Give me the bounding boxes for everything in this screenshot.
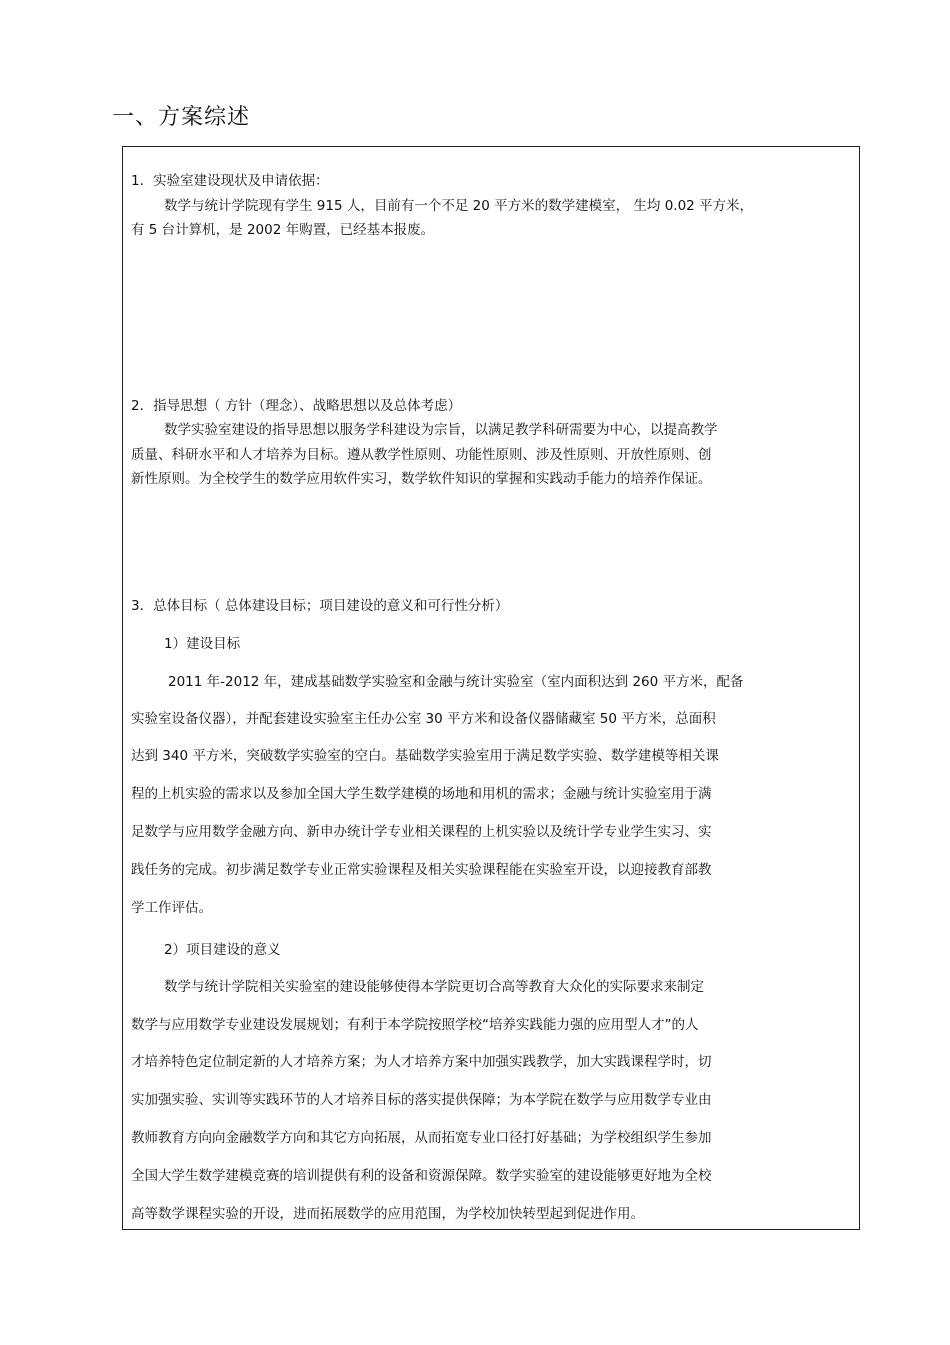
section-3-sub2-line: 全国大学生数学建模竞赛的培训提供有利的设备和资源保障。数学实验室的建设能够更好地为全校 — [131, 1168, 712, 1184]
section-3-sub1-line: 程的上机实验的需求以及参加全国大学生数学建模的场地和用机的需求；金融与统计实验室用于满 — [131, 786, 712, 802]
section-3-sub2-line: 教师教育方向向金融数学方向和其它方向拓展，从而拓宽专业口径打好基础；为学校组织学生参加 — [131, 1130, 712, 1146]
section-3-sub1-line: 足数学与应用数学金融方向、新申办统计学专业相关课程的上机实验以及统计学专业学生实习、实 — [131, 824, 712, 840]
section-1-line: 有 5 台计算机，是 2002 年购置，已经基本报废。 — [131, 222, 435, 238]
section-2-line: 数学实验室建设的指导思想以服务学科建设为宗旨，以满足教学科研需要为中心，以提高教学 — [164, 422, 718, 438]
section-3-sub2-line: 实加强实验、实训等实践环节的人才培养目标的落实提供保障；为本学院在数学与应用数学专业由 — [131, 1092, 712, 1108]
section-2-line: 新性原则。为全校学生的数学应用软件实习，数学软件知识的掌握和实践动手能力的培养作保证。 — [131, 471, 712, 487]
section-3-sub1-line: 实验室设备仪器），并配套建设实验室主任办公室 30 平方米和设备仪器储藏室 50 平方米，总面积 — [131, 711, 716, 727]
section-3-sub1-line: 2011 年-2012 年，建成基础数学实验室和金融与统计实验室（室内面积达到 260 平方米，配备 — [168, 674, 744, 690]
section-3-sub2-line: 才培养特色定位制定新的人才培养方案；为人才培养方案中加强实践教学，加大实践课程学时，切 — [131, 1054, 712, 1070]
section-3-sub2-line: 数学与应用数学专业建设发展规划；有利于本学院按照学校“培养实践能力强的应用型人才”的人 — [131, 1017, 699, 1033]
section-1-title: 1．实验室建设现状及申请依据： — [131, 173, 329, 189]
section-3-sub2-line: 数学与统计学院相关实验室的建设能够使得本学院更切合高等教育大众化的实际要求来制定 — [164, 979, 704, 995]
section-3-sub1-heading: 1）建设目标 — [164, 636, 241, 652]
section-3-sub2-heading: 2）项目建设的意义 — [164, 942, 281, 958]
section-3-sub1-line: 践任务的完成。初步满足数学专业正常实验课程及相关实验课程能在实验室开设，以迎接教育部教 — [131, 862, 712, 878]
page-heading: 一、方案综述 — [112, 105, 251, 130]
section-3-sub2-line: 高等数学课程实验的开设，进而拓展数学的应用范围，为学校加快转型起到促进作用。 — [131, 1206, 644, 1222]
section-3-sub1-line: 学工作评估。 — [131, 900, 212, 916]
section-3-sub1-line: 达到 340 平方米，突破数学实验室的空白。基础数学实验室用于满足数学实验、数学建模等相关课 — [131, 748, 719, 764]
section-2-line: 质量、科研水平和人才培养为目标。遵从教学性原则、功能性原则、涉及性原则、开放性原则、创 — [131, 447, 712, 463]
section-2-title: 2．指导思想（ 方针（理念）、战略思想以及总体考虑） — [131, 398, 462, 414]
section-1-line: 数学与统计学院现有学生 915 人，目前有一个不足 20 平方米的数学建模室， 生均 0.02 平方米， — [164, 198, 754, 214]
section-3-title: 3．总体目标（ 总体建设目标；项目建设的意义和可行性分析） — [131, 598, 509, 614]
